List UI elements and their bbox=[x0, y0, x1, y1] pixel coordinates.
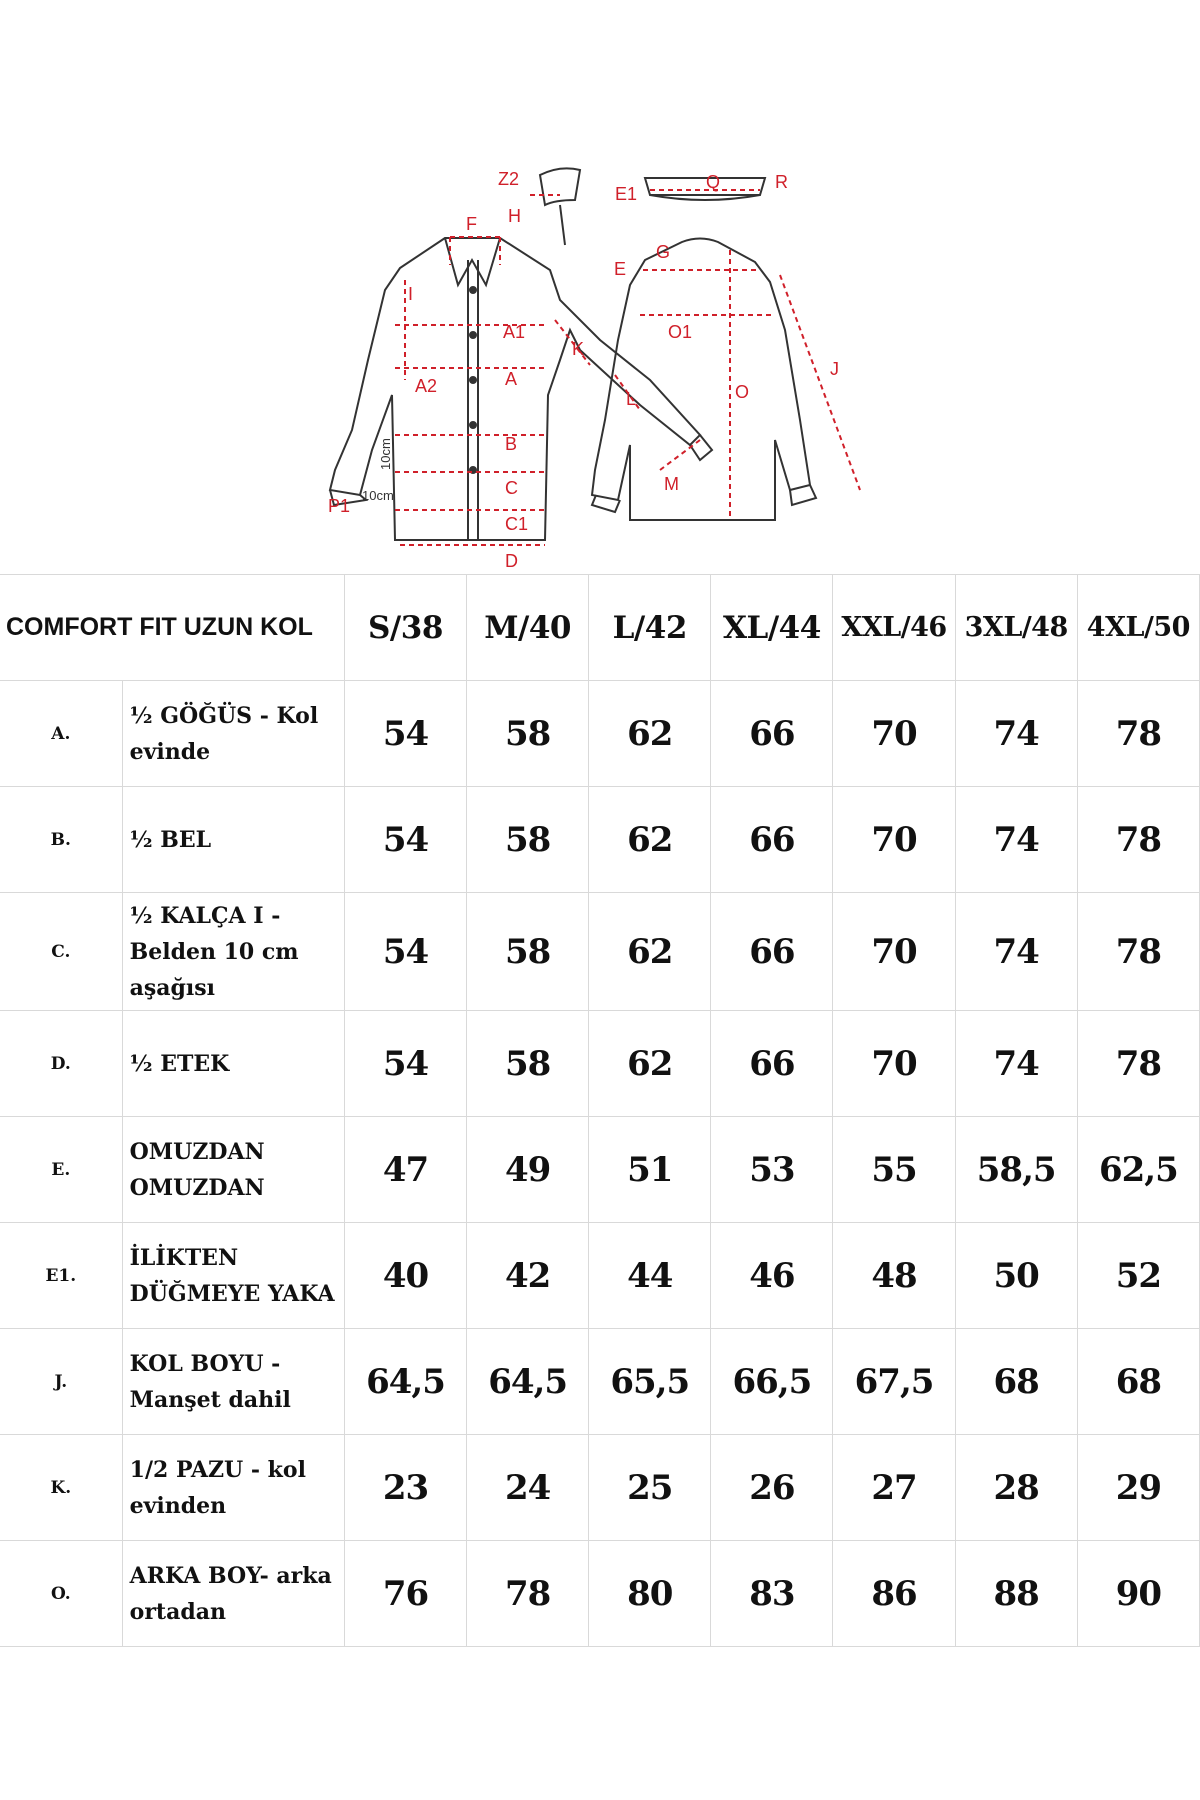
measure-value: 54 bbox=[344, 893, 466, 1011]
measure-value: 76 bbox=[344, 1541, 466, 1647]
measure-value: 49 bbox=[467, 1117, 589, 1223]
label-j: J bbox=[830, 359, 839, 379]
measure-label: OMUZDAN OMUZDAN bbox=[122, 1117, 344, 1223]
size-header: XXL/46 bbox=[833, 575, 955, 681]
label-q: Q bbox=[706, 172, 721, 192]
measure-value: 58,5 bbox=[955, 1117, 1077, 1223]
label-h: H bbox=[508, 206, 521, 226]
measure-value: 70 bbox=[833, 893, 955, 1011]
measure-code: K. bbox=[0, 1435, 122, 1541]
size-header: 3XL/48 bbox=[955, 575, 1077, 681]
measure-code: J. bbox=[0, 1329, 122, 1435]
measure-label: ½ KALÇA I - Belden 10 cm aşağısı bbox=[122, 893, 344, 1011]
measure-value: 74 bbox=[955, 681, 1077, 787]
measure-value: 62 bbox=[589, 1011, 711, 1117]
label-b: B bbox=[505, 434, 518, 454]
measure-value: 78 bbox=[1077, 681, 1199, 787]
size-header: XL/44 bbox=[711, 575, 833, 681]
label-10cm-vertical: 10cm bbox=[378, 438, 393, 470]
measure-value: 66 bbox=[711, 1011, 833, 1117]
label-a2: A2 bbox=[415, 376, 438, 396]
measure-value: 90 bbox=[1077, 1541, 1199, 1647]
measure-value: 25 bbox=[589, 1435, 711, 1541]
label-r: R bbox=[775, 172, 788, 192]
label-o1: O1 bbox=[668, 322, 693, 342]
measure-value: 78 bbox=[1077, 893, 1199, 1011]
measure-value: 54 bbox=[344, 681, 466, 787]
measure-value: 78 bbox=[1077, 787, 1199, 893]
measure-value: 64,5 bbox=[344, 1329, 466, 1435]
table-title: COMFORT FIT UZUN KOL bbox=[0, 575, 344, 681]
measure-value: 70 bbox=[833, 1011, 955, 1117]
measure-value: 68 bbox=[1077, 1329, 1199, 1435]
measure-value: 52 bbox=[1077, 1223, 1199, 1329]
table-row bbox=[0, 1329, 1200, 1435]
measure-value: 58 bbox=[467, 1011, 589, 1117]
label-l: L bbox=[626, 389, 637, 409]
table-row bbox=[0, 1223, 1200, 1329]
size-header: L/42 bbox=[589, 575, 711, 681]
label-10cm-horizontal: 10cm bbox=[362, 488, 394, 503]
measure-value: 68 bbox=[955, 1329, 1077, 1435]
measure-label: İLİKTEN DÜĞMEYE YAKA bbox=[122, 1223, 344, 1329]
label-g: G bbox=[656, 242, 671, 262]
measure-value: 53 bbox=[711, 1117, 833, 1223]
measure-value: 62,5 bbox=[1077, 1117, 1199, 1223]
measure-value: 24 bbox=[467, 1435, 589, 1541]
measure-label: ½ ETEK bbox=[122, 1011, 344, 1117]
label-m: M bbox=[664, 474, 679, 494]
measure-value: 65,5 bbox=[589, 1329, 711, 1435]
size-header: 4XL/50 bbox=[1077, 575, 1199, 681]
measure-value: 40 bbox=[344, 1223, 466, 1329]
size-chart-table bbox=[0, 574, 1200, 1647]
measure-value: 86 bbox=[833, 1541, 955, 1647]
label-o: O bbox=[735, 382, 750, 402]
measure-code: C. bbox=[0, 893, 122, 1011]
measure-value: 44 bbox=[589, 1223, 711, 1329]
measure-value: 66 bbox=[711, 893, 833, 1011]
label-c1: C1 bbox=[505, 514, 529, 534]
measure-value: 28 bbox=[955, 1435, 1077, 1541]
measure-value: 78 bbox=[467, 1541, 589, 1647]
measure-label: 1/2 PAZU - kol evinden bbox=[122, 1435, 344, 1541]
measure-value: 62 bbox=[589, 893, 711, 1011]
measure-label: KOL BOYU - Manşet dahil bbox=[122, 1329, 344, 1435]
shirt-measurement-diagram bbox=[0, 0, 1200, 575]
measure-value: 55 bbox=[833, 1117, 955, 1223]
measure-value: 47 bbox=[344, 1117, 466, 1223]
table-row bbox=[0, 1541, 1200, 1647]
measure-value: 74 bbox=[955, 893, 1077, 1011]
measure-value: 58 bbox=[467, 787, 589, 893]
size-header: S/38 bbox=[344, 575, 466, 681]
measure-value: 66 bbox=[711, 787, 833, 893]
shirt-diagram-svg bbox=[0, 0, 1200, 575]
measure-value: 42 bbox=[467, 1223, 589, 1329]
measure-value: 64,5 bbox=[467, 1329, 589, 1435]
label-d: D bbox=[505, 551, 518, 571]
label-k: K bbox=[572, 339, 585, 359]
measure-value: 58 bbox=[467, 681, 589, 787]
measure-code: E. bbox=[0, 1117, 122, 1223]
measure-label: ARKA BOY- arka ortadan bbox=[122, 1541, 344, 1647]
measure-code: E1. bbox=[0, 1223, 122, 1329]
measure-value: 74 bbox=[955, 787, 1077, 893]
label-e: E bbox=[614, 259, 627, 279]
measure-value: 62 bbox=[589, 787, 711, 893]
measure-code: A. bbox=[0, 681, 122, 787]
measure-value: 70 bbox=[833, 787, 955, 893]
measure-label: ½ BEL bbox=[122, 787, 344, 893]
table-row bbox=[0, 681, 1200, 787]
measure-value: 46 bbox=[711, 1223, 833, 1329]
measure-value: 78 bbox=[1077, 1011, 1199, 1117]
measure-value: 58 bbox=[467, 893, 589, 1011]
measure-value: 83 bbox=[711, 1541, 833, 1647]
measure-label: ½ GÖĞÜS - Kol evinde bbox=[122, 681, 344, 787]
measure-value: 27 bbox=[833, 1435, 955, 1541]
measure-value: 66,5 bbox=[711, 1329, 833, 1435]
label-a: A bbox=[505, 369, 518, 389]
measure-value: 62 bbox=[589, 681, 711, 787]
measure-value: 50 bbox=[955, 1223, 1077, 1329]
measure-value: 54 bbox=[344, 787, 466, 893]
table-row bbox=[0, 1435, 1200, 1541]
measure-value: 74 bbox=[955, 1011, 1077, 1117]
measure-value: 67,5 bbox=[833, 1329, 955, 1435]
label-e1: E1 bbox=[615, 184, 638, 204]
measure-value: 70 bbox=[833, 681, 955, 787]
size-header: M/40 bbox=[467, 575, 589, 681]
measure-code: O. bbox=[0, 1541, 122, 1647]
measure-value: 26 bbox=[711, 1435, 833, 1541]
measure-value: 88 bbox=[955, 1541, 1077, 1647]
measure-value: 29 bbox=[1077, 1435, 1199, 1541]
table-row bbox=[0, 893, 1200, 1011]
table-header-row bbox=[0, 575, 1200, 681]
label-i: I bbox=[408, 284, 414, 304]
measure-code: B. bbox=[0, 787, 122, 893]
measure-value: 80 bbox=[589, 1541, 711, 1647]
measure-value: 23 bbox=[344, 1435, 466, 1541]
table-row bbox=[0, 1117, 1200, 1223]
label-z2: Z2 bbox=[498, 169, 520, 189]
measure-value: 51 bbox=[589, 1117, 711, 1223]
measure-value: 48 bbox=[833, 1223, 955, 1329]
label-f: F bbox=[466, 214, 477, 234]
label-a1: A1 bbox=[503, 322, 526, 342]
label-c: C bbox=[505, 478, 518, 498]
measure-value: 54 bbox=[344, 1011, 466, 1117]
table-row bbox=[0, 787, 1200, 893]
table-row bbox=[0, 1011, 1200, 1117]
measure-value: 66 bbox=[711, 681, 833, 787]
measure-code: D. bbox=[0, 1011, 122, 1117]
label-p1: P1 bbox=[328, 496, 351, 516]
